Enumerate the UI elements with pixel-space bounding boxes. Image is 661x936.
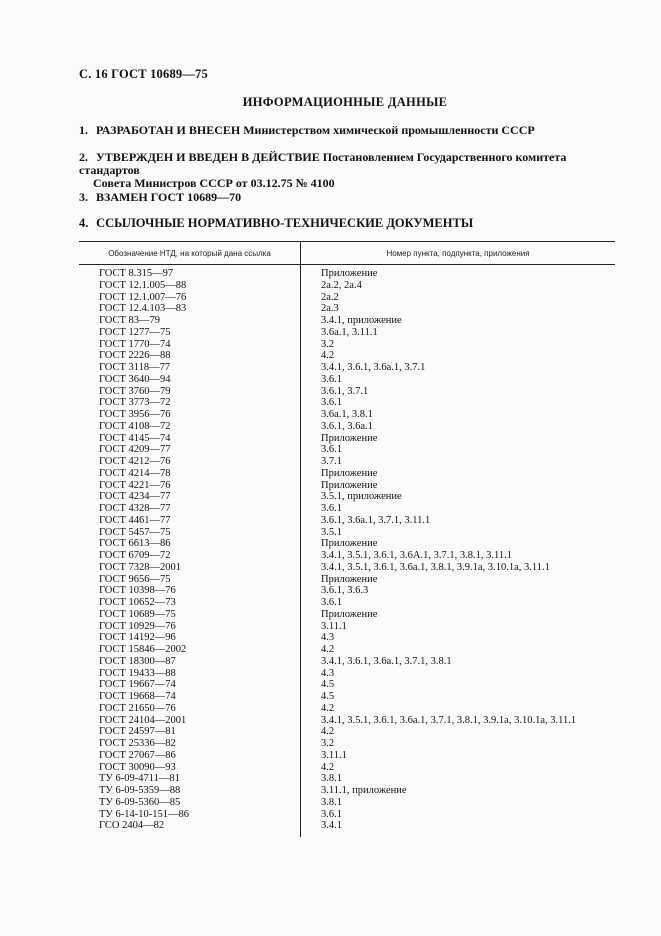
table-row [0,538,661,550]
clause-reference: 4.5 [321,691,335,702]
document-designation: ГОСТ 4461—77 [99,514,171,526]
table-row [0,609,661,621]
clause-reference: 3.8.1 [321,796,342,808]
item-number: 1. [79,123,88,137]
document-designation: ГОСТ 24597—81 [99,726,176,738]
table-row [0,315,661,327]
table-row [0,820,661,832]
document-designation: ГОСТ 3773—72 [99,397,171,409]
clause-reference: 4.5 [321,679,335,691]
page-header: С. 16 ГОСТ 10689—75 [79,67,208,81]
table-row [0,397,661,409]
info-item-1 [79,124,624,137]
clause-reference: 4.3 [321,632,335,644]
reference-table-body [0,268,661,832]
clause-reference: Приложение [321,608,378,620]
table-row [0,433,661,445]
table-row [0,491,661,503]
item-heading: УТВЕРЖДЕН И ВВЕДЕН В ДЕЙСТВИЕ [96,150,320,164]
table-row [0,668,661,680]
clause-reference: 3.4.1 [321,820,342,832]
clause-reference: 4.2 [321,726,335,738]
clause-reference: Приложение [321,467,378,479]
clause-reference: 3.2 [321,738,335,749]
document-designation: ГОСТ 10652—73 [99,597,176,608]
item-heading: ВЗАМЕН ГОСТ 10689—70 [96,190,242,204]
clause-reference: 3.6.1, 3.7.1 [321,385,369,397]
table-row [0,468,661,480]
table-row [0,679,661,691]
document-designation: ГОСТ 83—79 [99,315,161,326]
document-designation: ГОСТ 25336—82 [99,738,176,749]
clause-reference: 3.6.1 [321,444,342,456]
document-designation: ГОСТ 1277—75 [99,326,171,338]
table-row [0,773,661,785]
document-designation: ГОСТ 4214—78 [99,467,171,479]
document-designation: ГОСТ 9656—75 [99,573,171,585]
table-row [0,809,661,821]
item-text: Министерством химической промышленности СССР [243,123,535,137]
document-designation: ГОСТ 14192—96 [99,632,176,644]
table-row [0,409,661,421]
table-row [0,268,661,280]
document-designation: ГОСТ 12.1.007—76 [99,291,187,303]
table-row [0,644,661,656]
clause-reference: 3.4.1, 3.5.1, 3.6.1, 3.6а.1, 3.7.1, 3.8.1, 3.9.1а, 3.10.1а, 3.11.1 [321,714,577,726]
table-row [0,715,661,727]
document-designation: ГОСТ 4328—77 [99,503,171,514]
table-row [0,762,661,774]
clause-reference: 3.6.1 [321,597,342,608]
clause-reference: 3.6.1, 3.6.3 [321,585,369,597]
table-row [0,585,661,597]
clause-reference: Приложение [321,432,378,444]
document-designation: ГОСТ 3118—77 [99,362,171,373]
clause-reference: 3.4.1, 3.6.1, 3.6а.1, 3.7.1 [321,362,426,373]
table-row [0,691,661,703]
clause-reference: 3.6.1 [321,373,342,385]
table-row [0,797,661,809]
table-row [0,444,661,456]
table-row [0,632,661,644]
clause-reference: Приложение [321,268,378,279]
table-row [0,350,661,362]
table-row [0,292,661,304]
item-number: 3. [79,190,88,204]
document-designation: ГОСТ 5457—75 [99,526,171,538]
clause-reference: 3.4.1, 3.5.1, 3.6.1, 3.6А.1, 3.7.1, 3.8.1, 3.11.1 [321,550,512,561]
item-heading: РАЗРАБОТАН И ВНЕСЕН [96,123,241,137]
document-designation: ГОСТ 19667—74 [99,679,176,691]
table-row [0,550,661,562]
table-row [0,374,661,386]
clause-reference: 3.2 [321,338,335,350]
info-item-2 [79,151,624,190]
clause-reference: 4.2 [321,702,335,714]
clause-reference: Приложение [321,538,378,550]
clause-reference: 3.6.1 [321,503,342,514]
document-designation: ГОСТ 30090—93 [99,761,176,773]
item-number: 4. [79,216,89,230]
table-row [0,456,661,468]
clause-reference: 2а.3 [321,303,339,315]
document-designation: ГОСТ 3760—79 [99,385,171,397]
table-top-rule [79,241,615,242]
table-row [0,421,661,433]
document-designation: ГОСТ 4145—74 [99,432,171,444]
table-row [0,327,661,339]
clause-reference: 3.6а.1, 3.11.1 [321,326,378,338]
document-designation: ТУ 6-09-4711—81 [99,773,180,785]
table-row [0,503,661,515]
document-designation: ГОСТ 27067—86 [99,749,176,761]
clause-reference: 4.3 [321,667,335,679]
document-designation: ТУ 6-14-10-151—86 [99,808,189,820]
clause-reference: 3.5.1, приложение [321,491,402,503]
section-title: ИНФОРМАЦИОННЫЕ ДАННЫЕ [242,95,448,109]
table-row [0,574,661,586]
table-row [0,738,661,750]
document-designation: ГОСТ 8.315—97 [99,268,174,279]
item-number: 2. [79,150,88,164]
document-designation: ГОСТ 10398—76 [99,585,176,597]
item-text: Постановлением Государственного комитета стандартов [79,150,567,177]
table-row [0,280,661,292]
document-designation: ГОСТ 12.1.005—88 [99,279,187,291]
clause-reference: 3.8.1 [321,773,342,785]
clause-reference: 3.7.1 [321,456,342,467]
clause-reference: 3.11.1 [321,620,347,632]
document-designation: ГОСТ 18300—87 [99,655,176,667]
clause-reference: 3.5.1 [321,526,342,538]
column-header-clause: Номер пункта, подпункта, приложения [386,249,530,258]
table-row [0,480,661,492]
clause-reference: 3.6.1 [321,397,342,409]
document-designation: ГОСТ 19668—74 [99,691,176,702]
document-designation: ГОСТ 12.4.103—83 [99,303,187,315]
clause-reference: 4.2 [321,350,335,362]
clause-reference: 2а.2, 2а.4 [321,279,362,291]
clause-reference: Приложение [321,573,378,585]
table-row [0,785,661,797]
table-row [0,703,661,715]
document-designation: ГОСТ 4212—76 [99,456,171,467]
clause-reference: 3.11.1, приложение [321,785,407,796]
document-designation: ГОСТ 2226—88 [99,350,171,362]
document-designation: ГОСТ 4108—72 [99,420,171,432]
document-designation: ГОСТ 1770—74 [99,338,171,350]
document-designation: ГОСТ 15846—2002 [99,644,187,655]
table-row [0,527,661,539]
document-designation: ГОСТ 7328—2001 [99,561,182,573]
table-row [0,621,661,633]
info-item-3 [79,191,624,204]
document-designation: ГОСТ 6613—86 [99,538,171,550]
table-row [0,597,661,609]
clause-reference: 2а.2 [321,291,339,303]
document-designation: ТУ 6-09-5360—85 [99,796,181,808]
clause-reference: 3.4.1, приложение [321,315,402,326]
clause-reference: 3.6.1 [321,808,342,820]
document-designation: ГОСТ 4209—77 [99,444,171,456]
clause-reference: Приложение [321,479,378,491]
table-row [0,515,661,527]
document-designation: ТУ 6-09-5359—88 [99,785,181,796]
document-designation: ГОСТ 19433—88 [99,667,176,679]
document-designation: ГСО 2404—82 [99,820,165,832]
table-row [0,656,661,668]
document-designation: ГОСТ 4234—77 [99,491,171,503]
table-row [0,386,661,398]
document-designation: ГОСТ 3956—76 [99,409,171,420]
document-designation: ГОСТ 4221—76 [99,479,171,491]
document-designation: ГОСТ 21650—76 [99,702,176,714]
document-designation: ГОСТ 24104—2001 [99,714,187,726]
table-header-rule [79,264,615,265]
table-row [0,339,661,351]
clause-reference: 3.4.1, 3.6.1, 3.6а.1, 3.7.1, 3.8.1 [321,655,452,667]
item-text-continuation: Совета Министров СССР от 03.12.75 № 4100 [93,176,335,190]
clause-reference: 4.2 [321,761,335,773]
info-item-4 [79,217,624,230]
table-row [0,750,661,762]
table-row [0,303,661,315]
item-heading: ССЫЛОЧНЫЕ НОРМАТИВНО-ТЕХНИЧЕСКИЕ ДОКУМЕНТЫ [96,216,474,230]
table-row [0,562,661,574]
document-designation: ГОСТ 6709—72 [99,550,171,561]
clause-reference: 4.2 [321,644,335,655]
clause-reference: 3.11.1 [321,749,347,761]
document-designation: ГОСТ 10689—75 [99,608,176,620]
document-designation: ГОСТ 3640—94 [99,373,171,385]
clause-reference: 3.6.1, 3.6а.1, 3.7.1, 3.11.1 [321,514,431,526]
clause-reference: 3.6.1, 3.6а.1 [321,420,373,432]
column-header-document: Обозначение НТД, на который дана ссылка [108,249,271,258]
clause-reference: 3.6а.1, 3.8.1 [321,409,373,420]
table-row [0,726,661,738]
table-row [0,362,661,374]
document-designation: ГОСТ 10929—76 [99,620,176,632]
clause-reference: 3.4.1, 3.5.1, 3.6.1, 3.6а.1, 3.8.1, 3.9.1а, 3.10.1а, 3.11.1 [321,561,550,573]
